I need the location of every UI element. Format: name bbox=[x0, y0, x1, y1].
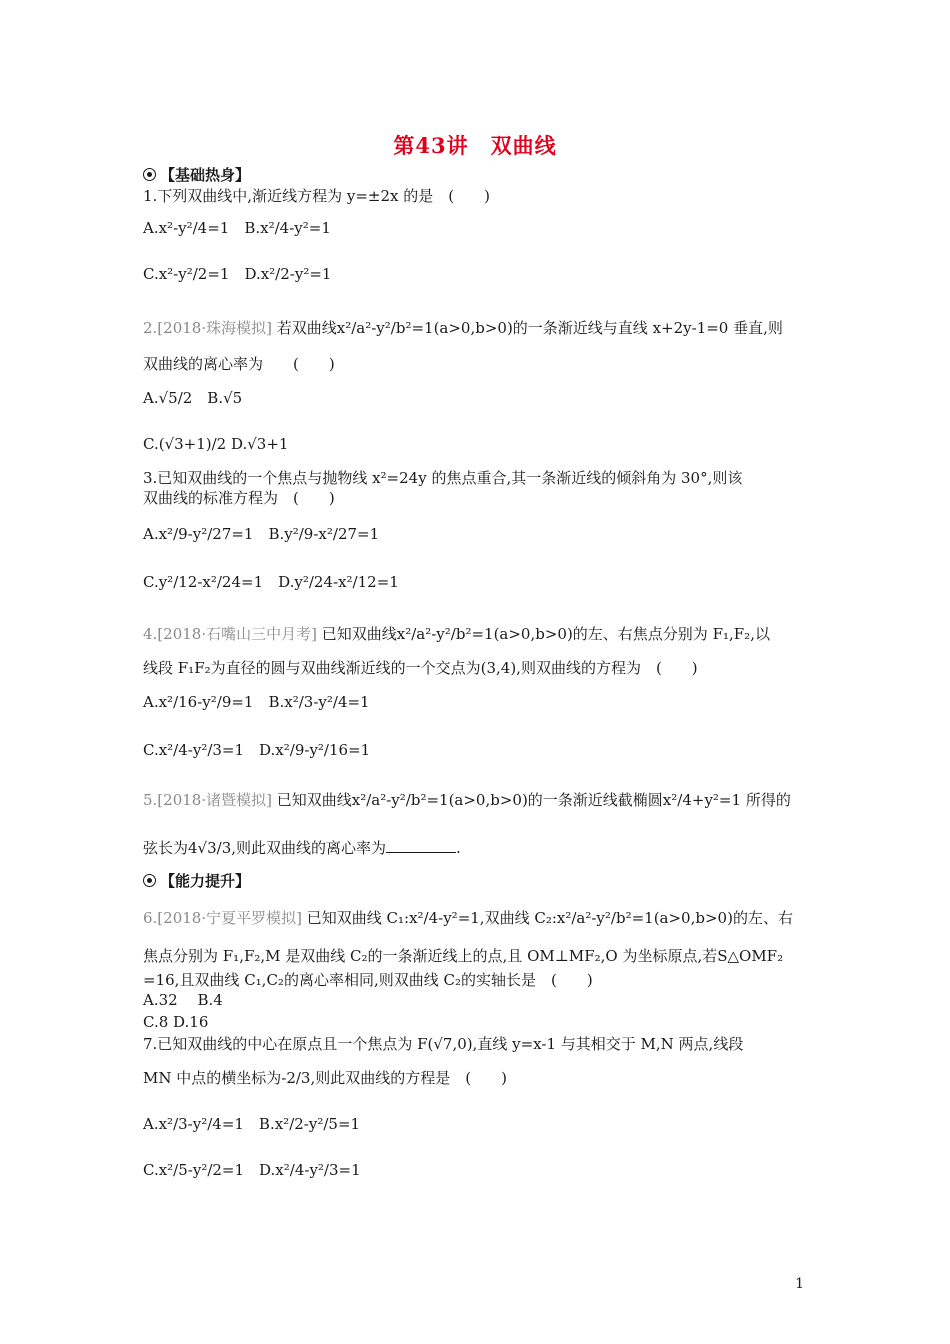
q3-stem: 3.已知双曲线的一个焦点与抛物线 x²=24y 的焦点重合,其一条渐近线的倾斜角为 30°,则该 bbox=[143, 469, 743, 487]
q5-text: 已知双曲线x²/a²-y²/b²=1(a>0,b>0)的一条渐近线截椭圆x²/4+y²=1 所得的 bbox=[276, 791, 791, 809]
q7-stem-cont: MN 中点的横坐标为-2/3,则此双曲线的方程是 ( ) bbox=[143, 1069, 507, 1087]
q3-options-ab: A.x²/9-y²/27=1 B.y²/9-x²/27=1 bbox=[143, 525, 380, 543]
q6-stem-cont2: =16,且双曲线 C₁,C₂的离心率相同,则双曲线 C₂的实轴长是 ( ) bbox=[143, 971, 593, 989]
q4-options-cd: C.x²/4-y²/3=1 D.x²/9-y²/16=1 bbox=[143, 741, 371, 759]
q2-stem-cont: 双曲线的离心率为 ( ) bbox=[143, 355, 335, 373]
q2-source-tag: 2.[2018·珠海模拟] bbox=[143, 319, 272, 337]
page-title: 第43讲 双曲线 bbox=[393, 133, 557, 158]
q3-stem-cont: 双曲线的标准方程为 ( ) bbox=[143, 489, 335, 507]
q6-options-cd: C.8 D.16 bbox=[143, 1013, 209, 1031]
q6-options-ab: A.32 B.4 bbox=[143, 991, 223, 1009]
q4-options-ab: A.x²/16-y²/9=1 B.x²/3-y²/4=1 bbox=[143, 693, 370, 711]
q6-stem-cont: 焦点分别为 F₁,F₂,M 是双曲线 C₂的一条渐近线上的点,且 OM⊥MF₂,O 为坐标原点,若S△OMF₂ bbox=[143, 947, 784, 965]
page-number: 1 bbox=[795, 1276, 804, 1292]
q1-stem: 1.下列双曲线中,渐近线方程为 y=±2x 的是 ( ) bbox=[143, 187, 490, 205]
q4-stem bbox=[143, 624, 770, 644]
q5-stem-cont: 弦长为4√3/3,则此双曲线的离心率为 . bbox=[143, 839, 461, 857]
q5-source-tag: 5.[2018·诸暨模拟] bbox=[143, 791, 272, 809]
q6-text: 已知双曲线 C₁:x²/4-y²=1,双曲线 C₂:x²/a²-y²/b²=1(a>0,b>0)的左、右 bbox=[306, 909, 793, 927]
q4-text: 已知双曲线x²/a²-y²/b²=1(a>0,b>0)的左、右焦点分别为 F₁,F₂,以 bbox=[321, 625, 770, 643]
q6-stem bbox=[143, 908, 793, 928]
q4-source-tag: 4.[2018·石嘴山三中月考] bbox=[143, 625, 317, 643]
q1-options-cd: C.x²-y²/2=1 D.x²/2-y²=1 bbox=[143, 265, 332, 283]
section-basic: 【基础热身】 bbox=[143, 164, 250, 185]
q7-options-ab: A.x²/3-y²/4=1 B.x²/2-y²/5=1 bbox=[143, 1115, 361, 1133]
q2-options-ab: A.√5/2 B.√5 bbox=[143, 389, 243, 407]
q2-stem bbox=[143, 318, 783, 338]
q2-text: 若双曲线x²/a²-y²/b²=1(a>0,b>0)的一条渐近线与直线 x+2y-1=0 垂直,则 bbox=[276, 319, 783, 337]
q1-options-ab: A.x²-y²/4=1 B.x²/4-y²=1 bbox=[143, 219, 331, 237]
q7-options-cd: C.x²/5-y²/2=1 D.x²/4-y²/3=1 bbox=[143, 1161, 361, 1179]
bullet-icon bbox=[143, 168, 156, 181]
q5-answer-blank bbox=[386, 852, 456, 853]
q6-source-tag: 6.[2018·宁夏平罗模拟] bbox=[143, 909, 302, 927]
section-advanced: 【能力提升】 bbox=[143, 870, 250, 891]
q5-stem bbox=[143, 790, 791, 810]
q2-options-cd: C.(√3+1)/2 D.√3+1 bbox=[143, 435, 289, 453]
q3-options-cd: C.y²/12-x²/24=1 D.y²/24-x²/12=1 bbox=[143, 573, 399, 591]
bullet-icon bbox=[143, 874, 156, 887]
q4-stem-cont: 线段 F₁F₂为直径的圆与双曲线渐近线的一个交点为(3,4),则双曲线的方程为 ( ) bbox=[143, 659, 698, 677]
q7-stem: 7.已知双曲线的中心在原点且一个焦点为 F(√7,0),直线 y=x-1 与其相交于 M,N 两点,线段 bbox=[143, 1035, 744, 1053]
